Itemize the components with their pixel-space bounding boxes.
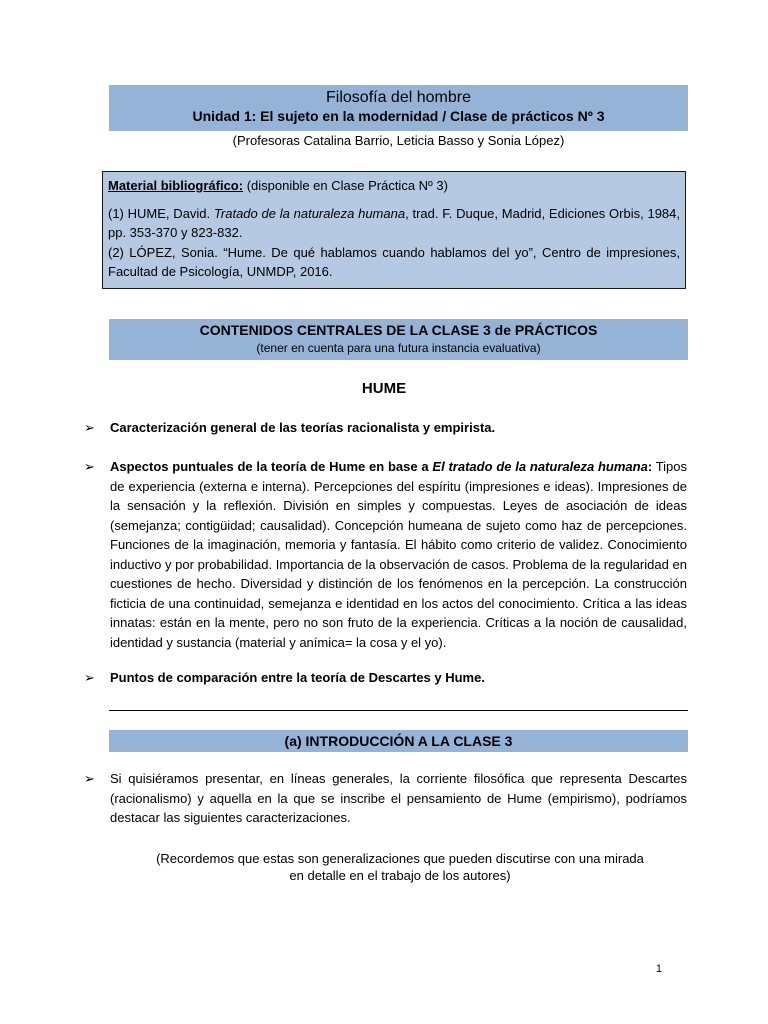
arrow-bullet-icon: ➢ — [84, 420, 95, 435]
bibliography-heading — [108, 176, 680, 196]
document-title: Filosofía del hombre — [326, 89, 471, 106]
list-item — [84, 418, 687, 438]
section-divider — [109, 710, 688, 711]
contents-title: CONTENIDOS CENTRALES DE LA CLASE 3 de PRÁCTICOS — [199, 322, 598, 338]
bibliography-item-1-title: Tratado de la naturaleza humana — [213, 205, 406, 221]
list-item — [84, 668, 687, 688]
list-item-text: Caracterización general de las teorías racionalista y empirista. — [110, 420, 496, 435]
bibliography-availability: (disponible en Clase Práctica Nº 3) — [243, 178, 448, 193]
arrow-bullet-icon: ➢ — [84, 771, 95, 786]
list-item — [84, 769, 687, 828]
title-band — [109, 85, 688, 131]
book-title: El tratado de la naturaleza humana — [432, 459, 648, 474]
list-item-text: Si quisiéramos presentar, en líneas generales, la corriente filosófica que representa Descartes (racionalismo) y aquella en la que se inscribe el pensamiento de Hume (empirismo), podríamos destacar las siguientes caracterizaciones. — [110, 771, 687, 825]
section-heading-hume: HUME — [361, 380, 407, 397]
contents-band — [109, 319, 688, 360]
list-item-text: Aspectos puntuales de la teoría de Hume en base a El tratado de la naturaleza humana: Tipos de experiencia (externa e interna). Percepciones del espíritu (impresiones e ideas). Impresiones de la sensación y la reflexión. División en simples y compuestas. Leyes de asociación de ideas (semejanza; contigüidad; causalidad). Concepción humeana de sujeto como haz de percepciones. Funciones de la imaginación, memoria y fantasía. El hábito como criterio de validez. Conocimiento inductivo y por probabilidad. Importancia de la observación de casos. Problema de la regularidad en cuestiones de hecho. Diversidad y distinción de los fenómenos en la percepción. La construcción ficticia de una continuidad, semejanza e identidad en los actos del conocimiento. Crítica a las ideas innatas: están en la mente, pero no son fruto de la experiencia. Críticas a la noción de causalidad, identidad y sustancia (material y anímica= la cosa y el yo). — [110, 459, 688, 650]
bibliography-label: Material bibliográfico: — [108, 178, 244, 193]
authors-line: (Profesoras Catalina Barrio, Leticia Basso y Sonia López) — [232, 133, 565, 148]
generalization-note: (Recordemos que estas son generalizaciones que pueden discutirse con una mirada en detalle en el trabajo de los autores) — [156, 851, 644, 883]
list-item-text: Puntos de comparación entre la teoría de Descartes y Hume. — [110, 670, 485, 685]
list-item — [84, 457, 687, 652]
intro-heading: (a) INTRODUCCIÓN A LA CLASE 3 — [109, 730, 688, 752]
bibliography-box — [102, 171, 686, 289]
bibliography-item-2: (2) LÓPEZ, Sonia. “Hume. De qué hablamos cuando hablamos del yo”, Centro de impresiones, Facultad de Psicología, UNMDP, 2016. — [108, 244, 680, 279]
bibliography-item-1: (1) HUME, David. Tratado de la naturaleza humana, trad. F. Duque, Madrid, Ediciones Orbis, 1984, pp. 353-370 y 823-832. — [108, 205, 680, 240]
document-subtitle: Unidad 1: El sujeto en la modernidad / Clase de prácticos Nº 3 — [192, 108, 605, 124]
arrow-bullet-icon: ➢ — [84, 670, 95, 685]
contents-subtitle: (tener en cuenta para una futura instancia evaluativa) — [256, 341, 541, 355]
page-number: 1 — [655, 963, 662, 975]
arrow-bullet-icon: ➢ — [84, 459, 95, 474]
